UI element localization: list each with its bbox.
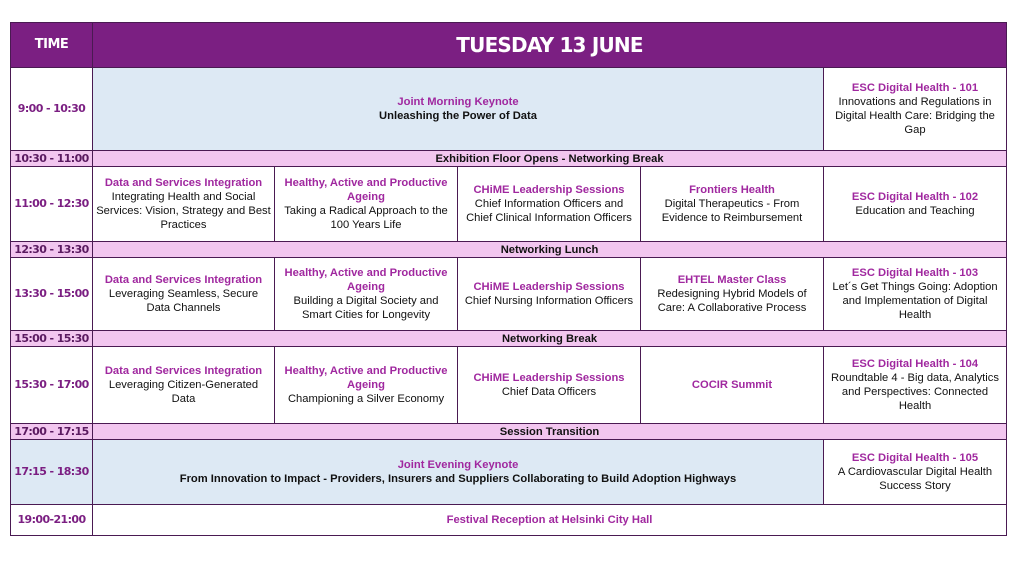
session-desc: Building a Digital Society and Smart Cities for Longevity xyxy=(293,295,439,321)
session-cell-healthy-ageing[interactable] xyxy=(275,258,458,331)
time-cell: 12:30 - 13:30 xyxy=(11,242,93,258)
session-cell-data-integration[interactable] xyxy=(93,347,275,424)
time-cell: 13:30 - 15:00 xyxy=(11,258,93,331)
slot-row-1100 xyxy=(11,167,1007,242)
session-desc: From Innovation to Impact - Providers, Insurers and Suppliers Collaborating to Build Adoption Highways xyxy=(179,473,737,485)
session-desc: Championing a Silver Economy xyxy=(287,393,445,405)
session-desc: Chief Information Officers and Chief Clinical Information Officers xyxy=(466,198,632,224)
time-cell: 11:00 - 12:30 xyxy=(11,167,93,242)
session-title: ESC Digital Health - 104 xyxy=(851,358,979,370)
time-cell: 19:00-21:00 xyxy=(11,505,93,536)
slot-row-0900 xyxy=(11,68,1007,151)
session-desc: A Cardiovascular Digital Health Success Story xyxy=(837,466,993,492)
session-cell-esc-103[interactable] xyxy=(824,258,1007,331)
session-title: Joint Morning Keynote xyxy=(397,96,519,108)
session-desc: Leveraging Citizen-Generated Data xyxy=(108,379,259,405)
session-desc: Taking a Radical Approach to the 100 Years Life xyxy=(284,205,448,231)
session-cell-healthy-ageing[interactable] xyxy=(275,347,458,424)
session-title: Healthy, Active and Productive Ageing xyxy=(284,267,448,293)
slot-row-1715 xyxy=(11,440,1007,505)
session-cell-frontiers-health[interactable] xyxy=(641,167,824,242)
schedule-wrapper xyxy=(10,22,1006,536)
session-desc: Education and Teaching xyxy=(855,205,975,217)
slot-row-1700 xyxy=(11,424,1007,440)
session-title: CHiME Leadership Sessions xyxy=(473,372,625,384)
session-title: ESC Digital Health - 102 xyxy=(851,191,979,203)
session-desc: Redesigning Hybrid Models of Care: A Collaborative Process xyxy=(657,288,807,314)
session-cell-healthy-ageing[interactable] xyxy=(275,167,458,242)
session-desc: Roundtable 4 - Big data, Analytics and Perspectives: Connected Health xyxy=(831,372,999,412)
session-title: Festival Reception at Helsinki City Hall xyxy=(446,514,653,526)
session-cell-morning-keynote[interactable] xyxy=(93,68,824,151)
session-cell-chime[interactable] xyxy=(458,167,641,242)
time-cell: 15:30 - 17:00 xyxy=(11,347,93,424)
session-desc: Leveraging Seamless, Secure Data Channels xyxy=(108,288,259,314)
session-desc: Chief Data Officers xyxy=(501,386,597,398)
session-title: COCIR Summit xyxy=(691,379,773,391)
session-title: Frontiers Health xyxy=(689,184,775,196)
time-cell: 10:30 - 11:00 xyxy=(11,151,93,167)
time-cell: 15:00 - 15:30 xyxy=(11,331,93,347)
session-title: Data and Services Integration xyxy=(104,365,263,377)
slot-row-1500 xyxy=(11,331,1007,347)
break-cell: Exhibition Floor Opens - Networking Break xyxy=(93,151,1007,167)
session-desc: Integrating Health and Social Services: Vision, Strategy and Best Practices xyxy=(96,191,271,231)
break-cell: Networking Lunch xyxy=(93,242,1007,258)
session-desc: Digital Therapeutics - From Evidence to Reimbursement xyxy=(661,198,803,224)
session-desc: Let´s Get Things Going: Adoption and Implementation of Digital Health xyxy=(832,281,998,321)
session-cell-ehtel[interactable] xyxy=(641,258,824,331)
session-title: Healthy, Active and Productive Ageing xyxy=(284,365,448,391)
slot-row-1030 xyxy=(11,151,1007,167)
session-title: CHiME Leadership Sessions xyxy=(473,184,625,196)
session-title: CHiME Leadership Sessions xyxy=(473,281,625,293)
session-cell-cocir[interactable] xyxy=(641,347,824,424)
session-cell-esc-102[interactable] xyxy=(824,167,1007,242)
session-title: ESC Digital Health - 103 xyxy=(851,267,979,279)
session-title: Data and Services Integration xyxy=(104,177,263,189)
session-cell-evening-keynote[interactable] xyxy=(93,440,824,505)
session-title: Healthy, Active and Productive Ageing xyxy=(284,177,448,203)
slot-row-1330 xyxy=(11,258,1007,331)
slot-row-1900 xyxy=(11,505,1007,536)
session-cell-chime[interactable] xyxy=(458,258,641,331)
break-cell: Session Transition xyxy=(93,424,1007,440)
slot-row-1230 xyxy=(11,242,1007,258)
session-cell-festival-reception[interactable] xyxy=(93,505,1007,536)
session-cell-esc-105[interactable] xyxy=(824,440,1007,505)
session-desc: Innovations and Regulations in Digital Health Care: Bridging the Gap xyxy=(835,96,995,136)
break-cell: Networking Break xyxy=(93,331,1007,347)
session-title: EHTEL Master Class xyxy=(677,274,787,286)
session-title: ESC Digital Health - 105 xyxy=(851,452,979,464)
day-header: TUESDAY 13 JUNE xyxy=(93,23,1007,68)
session-cell-esc-101[interactable] xyxy=(824,68,1007,151)
session-cell-data-integration[interactable] xyxy=(93,167,275,242)
session-cell-esc-104[interactable] xyxy=(824,347,1007,424)
time-cell: 17:00 - 17:15 xyxy=(11,424,93,440)
time-header: TIME xyxy=(11,23,93,68)
session-title: Joint Evening Keynote xyxy=(397,459,519,471)
session-title: Data and Services Integration xyxy=(104,274,263,286)
session-title: ESC Digital Health - 101 xyxy=(851,82,979,94)
header-row xyxy=(11,23,1007,68)
session-cell-chime[interactable] xyxy=(458,347,641,424)
schedule-table xyxy=(10,22,1007,536)
time-cell: 9:00 - 10:30 xyxy=(11,68,93,151)
time-cell: 17:15 - 18:30 xyxy=(11,440,93,505)
session-desc: Chief Nursing Information Officers xyxy=(464,295,634,307)
slot-row-1530 xyxy=(11,347,1007,424)
session-cell-data-integration[interactable] xyxy=(93,258,275,331)
session-desc: Unleashing the Power of Data xyxy=(379,110,537,122)
